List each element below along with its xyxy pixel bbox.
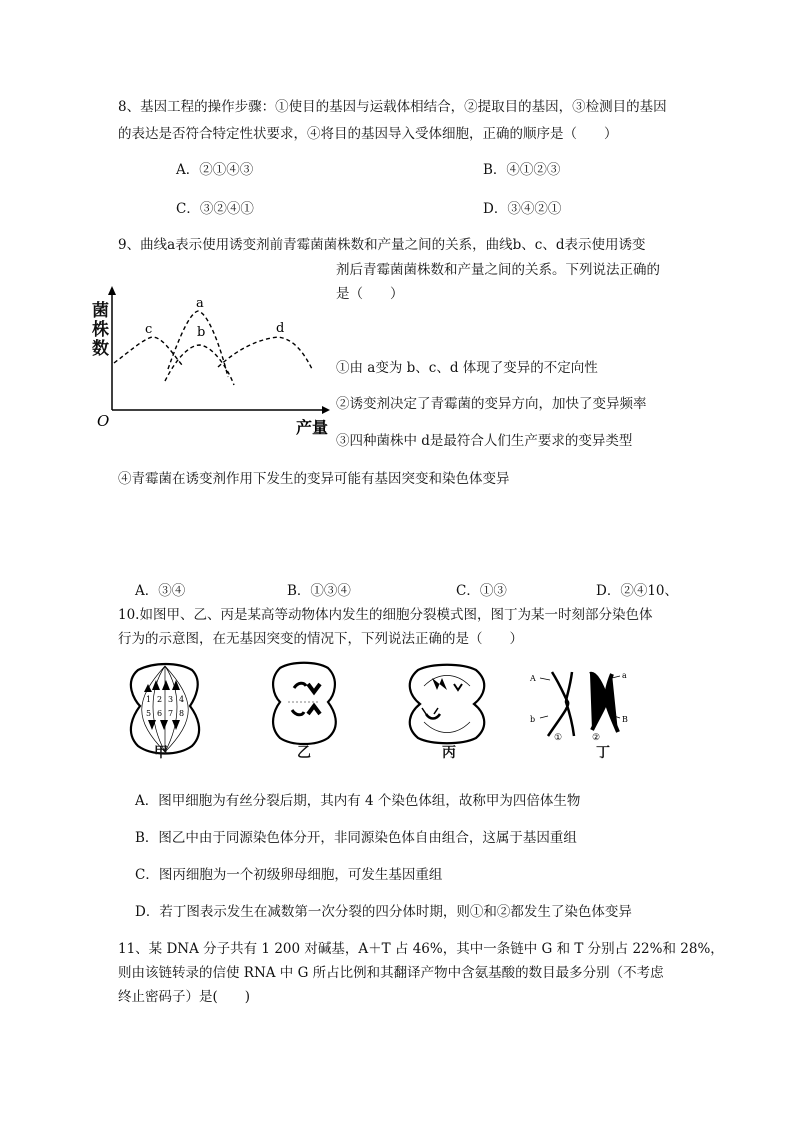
- q11-stem-line3: 终止密码子）是( ): [118, 989, 251, 1005]
- q8-option-b: B．④①②③: [483, 162, 561, 178]
- figure-label-yi: 乙: [297, 745, 311, 761]
- y-axis-label: 菌株数: [92, 301, 109, 359]
- svg-text:3: 3: [168, 695, 174, 704]
- cell-figure-ding: [526, 666, 636, 742]
- q9-statement-1: ①由 a变为 b、c、d 体现了变异的不定向性: [336, 360, 598, 376]
- curve-label-c: c: [145, 322, 153, 337]
- q8-option-a: A．②①④③: [176, 162, 254, 178]
- q9-option-a: A．③④: [135, 583, 186, 599]
- ding-letter-B: B: [622, 715, 628, 724]
- q9-statement-4: ④青霉菌在诱变剂作用下发生的变异可能有基因突变和染色体变异: [118, 471, 510, 487]
- curve-a: [168, 311, 228, 377]
- svg-text:5: 5: [146, 709, 152, 718]
- q10-stem-line2: 行为的示意图，在无基因突变的情况下，下列说法正确的是（ ）: [118, 631, 523, 647]
- ding-letter-b: b: [530, 715, 536, 724]
- q10-option-a: A．图甲细胞为有丝分裂后期，其内有 4 个染色体组，故称甲为四倍体生物: [135, 793, 581, 809]
- svg-text:2: 2: [157, 695, 163, 704]
- figure-label-ding: 丁: [596, 745, 610, 761]
- q8-stem-line1: 8、基因工程的操作步骤：①使目的基因与运载体相结合，②提取目的基因，③检测目的基因: [118, 99, 667, 115]
- q10-option-b: B．图乙中由于同源染色体分开，非同源染色体自由组合，这属于基因重组: [135, 830, 577, 846]
- origin-label: O: [97, 412, 110, 430]
- q9-stem-line2: 剂后青霉菌菌株数和产量之间的关系。下列说法正确的: [336, 262, 660, 278]
- q10-option-d: D．若丁图表示发生在减数第一次分裂的四分体时期，则①和②都发生了染色体变异: [135, 904, 632, 920]
- q9-option-b: B．①③④: [287, 583, 351, 599]
- curve-d: [218, 337, 312, 369]
- figure-label-jia: 甲: [154, 745, 168, 761]
- q10-option-c: C．图丙细胞为一个初级卵母细胞，可发生基因重组: [135, 867, 443, 883]
- figure-label-bing: 丙: [442, 745, 456, 761]
- cell-figure-yi: [268, 662, 340, 746]
- svg-text:8: 8: [179, 709, 185, 718]
- ding-letter-A: A: [530, 674, 536, 683]
- svg-text:1: 1: [146, 695, 152, 704]
- q9-option-d: D．②④10、: [596, 583, 679, 599]
- q9-stem-line3: 是（ ）: [336, 286, 404, 302]
- ding-label-two: ②: [592, 733, 601, 743]
- q10-stem-line1: 10.如图甲、乙、丙是某高等动物体内发生的细胞分裂模式图，图丁为某一时刻部分染色体: [118, 607, 653, 623]
- svg-text:4: 4: [179, 695, 185, 704]
- curve-label-b: b: [197, 325, 206, 340]
- q9-statement-2: ②诱变剂决定了青霉菌的变异方向，加快了变异频率: [336, 396, 647, 412]
- q8-stem-line2: 的表达是否符合特定性状要求，④将目的基因导入受体细胞，正确的顺序是（ ）: [118, 126, 618, 142]
- q9-graph: [90, 285, 340, 440]
- q11-stem-line1: 11、某 DNA 分子共有 1 200 对碱基，A＋T 占 46%，其中一条链中 G 和 T 分别占 22%和 28%，: [118, 941, 724, 957]
- x-axis-label: 产量: [296, 418, 329, 437]
- cell-figure-bing: [404, 664, 490, 744]
- q11-stem-line2: 则由该链转录的信使 RNA 中 G 所占比例和其翻译产物中含氨基酸的数目最多分别（不考虑: [118, 965, 664, 981]
- curve-label-a: a: [196, 296, 204, 311]
- q9-option-c: C．①③: [456, 583, 507, 599]
- q8-option-d: D．③④②①: [483, 201, 562, 217]
- svg-text:7: 7: [168, 709, 174, 718]
- q8-option-c: C．③②④①: [176, 201, 254, 217]
- curve-c: [114, 337, 182, 365]
- q9-stem-line1: 9、曲线a表示使用诱变剂前青霉菌菌株数和产量之间的关系，曲线b、c、d表示使用诱变: [118, 237, 646, 253]
- curve-label-d: d: [276, 321, 285, 336]
- q9-statement-3: ③四种菌株中 d是最符合人们生产要求的变异类型: [336, 433, 633, 449]
- svg-text:6: 6: [157, 709, 163, 718]
- ding-letter-a: a: [622, 671, 627, 680]
- ding-label-one: ①: [554, 733, 563, 743]
- curve-b: [165, 345, 234, 385]
